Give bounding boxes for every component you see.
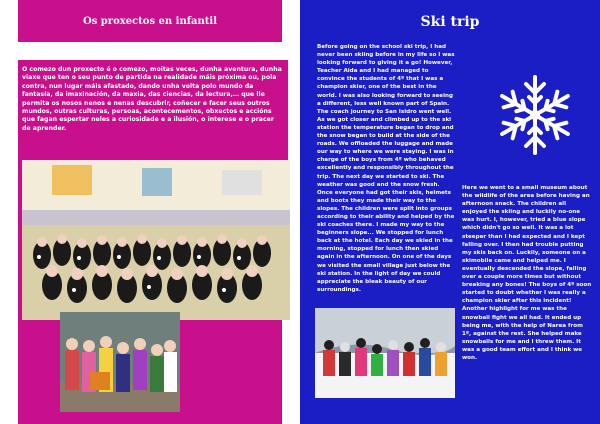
- costume-photo: [60, 312, 180, 412]
- class-photo: [22, 160, 290, 320]
- costume-photo-drawing: [60, 312, 180, 412]
- class-photo-drawing: [22, 160, 290, 320]
- ski-photo-drawing: [315, 308, 455, 398]
- ski-photo: [315, 308, 455, 398]
- right-page: [300, 0, 600, 424]
- ski-text-column-2: Here we went to a small museum about the wildlife of the area before having an afternoon snack. The children all enjoyed the skiing and luckily no-one was hurt. I, however, tried a blue slope which didn't go so well. It was a lot steeper than I had expected and I kept falling over. I then had trouble putting my skis back on. Luckily, someone on a skimobile came and helped me. I eventually descended the slope, falling over a couple more times but without breaking any bones! The boys of 4º soon started to doubt whether I was really a champion skier after this incident! Another highlight for me was the snowball fight we all had. It ended up being me, with the help of Narea from 1º, against the rest. She helped make snowballs for me and I threw them. It was a good team effort and I think we won.: [462, 185, 592, 361]
- snowflake-icon: [490, 70, 580, 160]
- left-page-body: O comezo dun proxecto é o comezo, moitas veces, dunha aventura, dunha viaxe que ten o seu punto de partida na realidade máis próxima ou, pola contra, nun lugar máis afastado, dando unha volta polo mundo da fantasía, da imaxinación, da maxia, das ciencias, da lectura,… que lle permita os nosos nenos e nenas descubrir, coñecer e facer seus outros mundos, outras culturas, persoas, acontecementos, obxectos e accións que fagan espertar neles a curiosidade e a ilusión, o interese e o pracer de aprender.: [22, 66, 282, 132]
- ski-text-column-1: Before going on the school ski trip, I had never been skiing before in my life so I was looking forward to giving it a go! However, Teacher Aida and I had managed to convince the students of 4º that I was a champion skier, one of the best in the world. I was also looking forward to seeing a different, less well known part of Spain. The coach journey to San Isidro went well. As we got closer and climbed up to the ski station the temperature began to drop and the snow began to build at the side of the roads. We offloaded the luggage and made our way to where we were staying. I was in charge of the boys from 4º who behaved excellently and responsibly throughout the trip. The next day we started to ski. The weather was good and the snow fresh. Once everyone had got their skis, helmets and boots they made their way to the slopes. The children were split into groups according to their ability and helped by the ski coaches there. I made my way to the beginners slope... We stopped for lunch back at the hotel. Each day we skied in the morning, stopped for lunch then skied again in the afternoon. On one of the days we visited the small village just below the ski station. In the light of day we could appreciate the bleak beauty of our surroundings.: [317, 44, 455, 293]
- right-page-title: Ski trip: [420, 14, 480, 30]
- left-page-title: Os proxectos en infantil: [82, 15, 218, 27]
